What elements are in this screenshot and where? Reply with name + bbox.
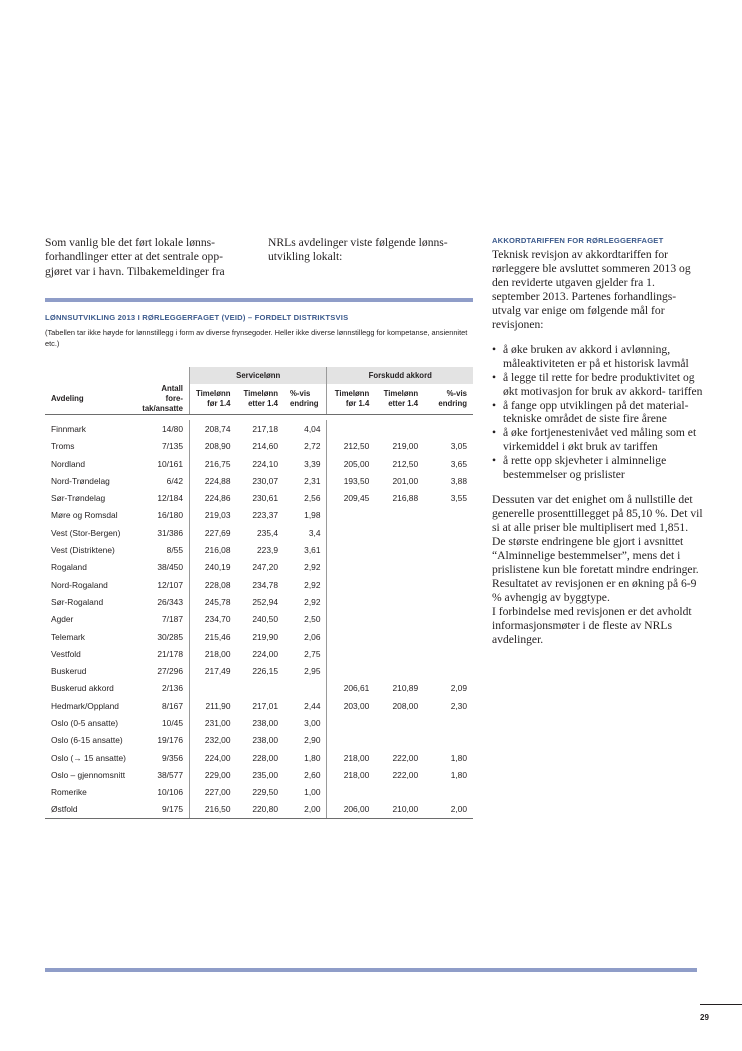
table-row	[45, 784, 473, 801]
cell-timelonn-for: 228,08	[189, 576, 236, 593]
cell-akkord-timelonn-etter	[375, 576, 424, 593]
cell-timelonn-etter: 247,20	[252, 562, 278, 573]
table-row	[45, 801, 473, 819]
list-item	[492, 343, 704, 371]
intro-column-left: Som vanlig ble det ført lokale lønns- forhandlinger etter at det sentrale opp- gjøret var i havn. Tilbakemeldinger fra	[45, 236, 225, 278]
bullet-icon: •	[492, 398, 497, 412]
cell-akkord-timelonn-for	[327, 784, 375, 801]
table-row	[45, 645, 473, 662]
cell-antall: 12/107	[157, 579, 183, 590]
cell-endring: 2,75	[304, 648, 321, 659]
table-row	[45, 593, 473, 610]
cell-avdeling: Østfold	[45, 801, 136, 819]
cell-akkord-timelonn-etter	[375, 714, 424, 731]
table-row	[45, 507, 473, 524]
cell-akkord-timelonn-for	[327, 507, 375, 524]
cell-akkord-endring	[424, 714, 473, 731]
cell-akkord-timelonn-etter: 201,00	[392, 475, 419, 486]
table-note: (Tabellen tar ikke høyde for lønnstillegg i form av diverse frynsegoder. Heller ikke diverse lønnstillegg for kompetanse, ansiennitet etc.)	[45, 328, 468, 348]
cell-timelonn-for: 215,46	[189, 628, 236, 645]
cell-akkord-endring	[424, 662, 473, 679]
cell-endring: 2,90	[304, 735, 321, 746]
right-paragraph-result: Resultatet av revisjonen er en økning på 6-9 % avhengig av byggtype.	[492, 576, 697, 604]
cell-endring: 2,56	[304, 493, 321, 504]
cell-endring: 2,00	[284, 801, 327, 819]
col-header-timelonn-etter: Timelønn etter 1.4	[237, 384, 284, 415]
table-row	[45, 749, 473, 766]
section-divider	[45, 298, 473, 302]
cell-akkord-timelonn-for: 193,50	[327, 472, 375, 489]
cell-antall: 8/55	[166, 545, 183, 556]
list-item-text: å øke fortjenestenivået ved måling som et virkemiddel i økt bruk av tariffen	[503, 426, 697, 454]
cell-antall: 19/176	[157, 735, 183, 746]
list-item	[492, 426, 704, 454]
cell-avdeling: Rogaland	[51, 562, 87, 573]
cell-timelonn-for: 208,90	[189, 438, 236, 455]
cell-akkord-endring: 3,65	[450, 458, 467, 469]
cell-timelonn-etter: 234,78	[252, 579, 278, 590]
cell-akkord-endring: 2,09	[450, 683, 467, 694]
cell-akkord-endring	[424, 645, 473, 662]
cell-akkord-timelonn-for	[327, 593, 375, 610]
table-row	[45, 732, 473, 749]
table-body	[45, 420, 473, 818]
cell-endring: 2,06	[304, 631, 321, 642]
cell-avdeling: Nordland	[51, 458, 85, 469]
goals-list	[492, 343, 704, 483]
cell-avdeling: Finnmark	[51, 423, 86, 434]
cell-antall: 9/356	[162, 752, 183, 763]
cell-akkord-timelonn-for	[327, 645, 375, 662]
cell-timelonn-for: 227,69	[189, 524, 236, 541]
cell-akkord-timelonn-etter	[375, 420, 424, 437]
cell-akkord-endring	[424, 732, 473, 749]
cell-avdeling: Vest (Stor-Bergen)	[51, 527, 121, 538]
cell-endring: 1,98	[304, 510, 321, 521]
group-servicelonn: Servicelønn	[189, 367, 327, 384]
cell-timelonn-etter: 230,61	[252, 493, 278, 504]
cell-antall: 7/135	[162, 441, 183, 452]
cell-akkord-timelonn-for	[327, 541, 375, 558]
cell-timelonn-for: 216,08	[189, 541, 236, 558]
cell-timelonn-for: 229,00	[189, 766, 236, 783]
cell-akkord-timelonn-for: 218,00	[327, 749, 375, 766]
table-row	[45, 611, 473, 628]
cell-akkord-endring	[424, 784, 473, 801]
cell-akkord-endring: 2,00	[424, 801, 473, 819]
cell-antall: 38/450	[157, 562, 183, 573]
cell-timelonn-etter: 214,60	[252, 441, 278, 452]
cell-timelonn-etter: 224,10	[252, 458, 278, 469]
cell-akkord-timelonn-etter: 210,00	[375, 801, 424, 819]
cell-akkord-timelonn-etter	[375, 559, 424, 576]
cell-timelonn-etter: 238,00	[252, 735, 278, 746]
table-row	[45, 559, 473, 576]
cell-timelonn-etter: 226,15	[252, 666, 278, 677]
col-header-endring: %-vis endring	[284, 384, 327, 415]
cell-akkord-timelonn-for	[327, 628, 375, 645]
intro-column-middle: NRLs avdelinger viste følgende lønns- utvikling lokalt:	[268, 236, 448, 264]
cell-akkord-endring: 3,55	[450, 493, 467, 504]
cell-timelonn-for: 218,00	[189, 645, 236, 662]
cell-antall: 10/161	[157, 458, 183, 469]
cell-antall: 12/184	[157, 493, 183, 504]
cell-antall: 16/180	[157, 510, 183, 521]
cell-timelonn-for: 208,74	[189, 420, 236, 437]
table-row	[45, 576, 473, 593]
table-row	[45, 662, 473, 679]
cell-endring: 2,60	[304, 769, 321, 780]
cell-akkord-endring	[424, 593, 473, 610]
cell-antall: 38/577	[157, 769, 183, 780]
cell-akkord-timelonn-for	[327, 611, 375, 628]
cell-antall: 27/296	[157, 666, 183, 677]
cell-timelonn-for: 234,70	[189, 611, 236, 628]
cell-avdeling: Buskerud akkord	[51, 683, 114, 694]
cell-antall: 9/175	[136, 801, 189, 819]
bottom-divider	[45, 968, 697, 972]
cell-akkord-endring: 1,80	[450, 769, 467, 780]
table-row	[45, 489, 473, 506]
col-header-akkord-timelonn-etter: Timelønn etter 1.4	[375, 384, 424, 415]
cell-timelonn-etter: 229,50	[252, 787, 278, 798]
cell-akkord-timelonn-for	[327, 714, 375, 731]
cell-akkord-endring	[424, 559, 473, 576]
cell-antall: 6/42	[166, 475, 183, 486]
cell-avdeling: Hedmark/Oppland	[51, 700, 119, 711]
cell-akkord-timelonn-for	[327, 732, 375, 749]
group-header-row	[45, 367, 473, 384]
cell-endring: 3,00	[304, 717, 321, 728]
col-header-avdeling: Avdeling	[45, 384, 136, 415]
table-row	[45, 766, 473, 783]
list-item-text: å øke bruken av akkord i avlønning, måleaktiviteten er på et historisk lavmål	[503, 342, 689, 370]
cell-avdeling: Telemark	[51, 631, 85, 642]
cell-antall: 21/178	[157, 648, 183, 659]
cell-akkord-timelonn-etter: 208,00	[392, 700, 419, 711]
cell-akkord-timelonn-etter: 216,88	[392, 493, 419, 504]
page-number-rule	[700, 1004, 742, 1005]
cell-akkord-endring	[424, 576, 473, 593]
list-item	[492, 454, 704, 482]
cell-timelonn-for	[189, 680, 236, 697]
cell-akkord-timelonn-etter	[375, 541, 424, 558]
table-row	[45, 697, 473, 714]
cell-akkord-endring: 1,80	[450, 752, 467, 763]
column-header-row	[45, 384, 473, 415]
cell-timelonn-for: 224,88	[189, 472, 236, 489]
cell-akkord-timelonn-etter	[375, 507, 424, 524]
cell-akkord-timelonn-for: 205,00	[327, 455, 375, 472]
cell-avdeling: Oslo (→ 15 ansatte)	[51, 752, 126, 763]
table-row	[45, 420, 473, 437]
table-row	[45, 680, 473, 697]
cell-avdeling: Oslo – gjennomsnitt	[51, 769, 126, 780]
cell-akkord-endring	[424, 628, 473, 645]
cell-timelonn-etter: 238,00	[252, 717, 278, 728]
right-heading: AKKORDTARIFFEN FOR RØRLEGGERFAGET	[492, 236, 664, 245]
cell-timelonn-for: 211,90	[189, 697, 236, 714]
cell-endring: 1,00	[304, 787, 321, 798]
cell-antall: 31/386	[157, 527, 183, 538]
cell-timelonn-etter: 228,00	[252, 752, 278, 763]
cell-antall: 7/187	[162, 614, 183, 625]
cell-akkord-timelonn-for	[327, 559, 375, 576]
table-row	[45, 628, 473, 645]
cell-antall: 10/45	[162, 717, 183, 728]
cell-antall: 30/285	[157, 631, 183, 642]
table-row	[45, 472, 473, 489]
cell-akkord-endring: 2,30	[450, 700, 467, 711]
cell-antall: 8/167	[162, 700, 183, 711]
bullet-icon: •	[492, 426, 497, 440]
cell-akkord-endring	[424, 611, 473, 628]
cell-avdeling: Møre og Romsdal	[51, 510, 118, 521]
cell-avdeling: Oslo (0-5 ansatte)	[51, 717, 119, 728]
cell-timelonn-etter: 217,01	[252, 700, 278, 711]
cell-antall: 2/136	[162, 683, 183, 694]
cell-akkord-endring	[424, 507, 473, 524]
cell-akkord-timelonn-for: 203,00	[327, 697, 375, 714]
cell-endring: 1,80	[304, 752, 321, 763]
cell-akkord-timelonn-etter: 210,89	[392, 683, 419, 694]
cell-timelonn-etter: 230,07	[252, 475, 278, 486]
cell-timelonn-etter: 240,50	[252, 614, 278, 625]
cell-akkord-endring	[424, 524, 473, 541]
cell-antall: 10/106	[157, 787, 183, 798]
cell-antall: 26/343	[157, 596, 183, 607]
cell-akkord-timelonn-etter	[375, 784, 424, 801]
cell-akkord-timelonn-etter: 222,00	[392, 769, 419, 780]
cell-endring: 3,4	[308, 527, 321, 538]
page-number: 29	[700, 1013, 709, 1022]
cell-akkord-timelonn-etter	[375, 732, 424, 749]
bullet-icon: •	[492, 370, 497, 384]
cell-endring: 2,92	[304, 562, 321, 573]
cell-timelonn-etter: 224,00	[252, 648, 278, 659]
cell-akkord-timelonn-etter: 212,50	[392, 458, 419, 469]
cell-akkord-timelonn-etter	[375, 524, 424, 541]
cell-avdeling: Agder	[51, 614, 74, 625]
list-item-text: å fange opp utviklingen på det material- tekniske området de siste fire årene	[503, 398, 689, 426]
cell-akkord-timelonn-for: 209,45	[327, 489, 375, 506]
list-item	[492, 371, 704, 399]
cell-timelonn-for: 240,19	[189, 559, 236, 576]
list-item-text: å legge til rette for bedre produktivitet og økt motivasjon for bruk av akkord- tariffen	[503, 370, 703, 398]
col-header-akkord-endring: %-vis endring	[424, 384, 473, 415]
cell-antall: 14/80	[162, 423, 183, 434]
list-item	[492, 399, 704, 427]
cell-endring: 2,44	[304, 700, 321, 711]
bullet-icon: •	[492, 454, 497, 468]
col-header-antall: Antall fore- tak/ansatte	[136, 384, 189, 415]
cell-avdeling: Troms	[51, 441, 75, 452]
cell-avdeling: Sør-Rogaland	[51, 596, 104, 607]
table-row	[45, 455, 473, 472]
cell-akkord-timelonn-etter	[375, 611, 424, 628]
table-row	[45, 541, 473, 558]
cell-akkord-timelonn-for: 206,61	[327, 680, 375, 697]
right-paragraph-intro: Teknisk revisjon av akkordtariffen for rørleggere ble avsluttet sommeren 2013 og den reviderte utgaven gjelder fra 1. september 2013. Partenes forhandlings- utvalg var enige om følgende mål for revisjonen:	[492, 248, 691, 331]
cell-akkord-timelonn-for	[327, 662, 375, 679]
cell-timelonn-for: 231,00	[189, 714, 236, 731]
cell-timelonn-for: 224,86	[189, 489, 236, 506]
cell-endring: 4,04	[304, 423, 321, 434]
cell-timelonn-for: 217,49	[189, 662, 236, 679]
cell-endring: 2,50	[304, 614, 321, 625]
cell-akkord-endring: 3,88	[450, 475, 467, 486]
cell-akkord-endring	[424, 420, 473, 437]
cell-timelonn-etter: 219,90	[252, 631, 278, 642]
cell-endring	[284, 680, 327, 697]
cell-timelonn-etter	[237, 680, 284, 697]
cell-timelonn-for: 219,03	[189, 507, 236, 524]
list-item-text: å rette opp skjevheter i alminnelige bestemmelser og prislister	[503, 454, 667, 482]
cell-timelonn-for: 232,00	[189, 732, 236, 749]
cell-endring: 2,95	[304, 666, 321, 677]
col-header-timelonn-for: Timelønn før 1.4	[189, 384, 236, 415]
wage-table	[45, 367, 473, 819]
cell-endring: 2,92	[304, 596, 321, 607]
cell-avdeling: Nord-Trøndelag	[51, 475, 110, 486]
cell-akkord-endring: 3,05	[450, 441, 467, 452]
cell-endring: 2,92	[304, 579, 321, 590]
cell-avdeling: Romerike	[51, 787, 87, 798]
cell-akkord-timelonn-for	[327, 420, 375, 437]
cell-akkord-timelonn-etter	[375, 593, 424, 610]
bullet-icon: •	[492, 342, 497, 356]
cell-timelonn-etter: 252,94	[252, 596, 278, 607]
group-forskudd-akkord: Forskudd akkord	[327, 367, 473, 384]
cell-timelonn-for: 245,78	[189, 593, 236, 610]
cell-endring: 3,61	[304, 545, 321, 556]
cell-endring: 3,39	[304, 458, 321, 469]
cell-avdeling: Vestfold	[51, 648, 81, 659]
cell-timelonn-etter: 223,37	[252, 510, 278, 521]
cell-akkord-timelonn-etter: 219,00	[392, 441, 419, 452]
cell-timelonn-etter: 220,80	[237, 801, 284, 819]
cell-avdeling: Oslo (6-15 ansatte)	[51, 735, 123, 746]
table-row	[45, 714, 473, 731]
cell-timelonn-etter: 235,4	[257, 527, 278, 538]
cell-akkord-timelonn-for: 218,00	[327, 766, 375, 783]
cell-akkord-timelonn-for	[327, 524, 375, 541]
right-paragraph-info: I forbindelse med revisjonen er det avholdt informasjonsmøter i de fleste av NRLs avdelinger.	[492, 604, 692, 646]
table-row	[45, 438, 473, 455]
table-row	[45, 524, 473, 541]
cell-akkord-timelonn-etter	[375, 645, 424, 662]
cell-akkord-timelonn-for: 206,00	[327, 801, 375, 819]
right-column	[492, 236, 704, 647]
cell-avdeling: Vest (Distriktene)	[51, 545, 115, 556]
cell-akkord-timelonn-etter: 222,00	[392, 752, 419, 763]
cell-timelonn-etter: 217,18	[252, 423, 278, 434]
cell-endring: 2,31	[304, 475, 321, 486]
cell-avdeling: Buskerud	[51, 666, 87, 677]
cell-timelonn-for: 227,00	[189, 784, 236, 801]
cell-timelonn-for: 216,50	[189, 801, 236, 819]
right-paragraph-reset: Dessuten var det enighet om å nullstille det generelle prosenttillegget på 85,10 %. Det vil si at alle priser ble multiplisert med 1,851. De største endringene ble gjort i avsnittet “Alminnelige bestemmelser”, mens det i prislistene kun ble foretatt mindre endringer.	[492, 493, 703, 577]
cell-avdeling: Nord-Rogaland	[51, 579, 108, 590]
cell-akkord-timelonn-etter	[375, 628, 424, 645]
col-header-akkord-timelonn-for: Timelønn før 1.4	[327, 384, 375, 415]
cell-timelonn-for: 216,75	[189, 455, 236, 472]
cell-akkord-timelonn-for	[327, 576, 375, 593]
cell-timelonn-for: 224,00	[189, 749, 236, 766]
cell-akkord-timelonn-etter	[375, 662, 424, 679]
cell-timelonn-etter: 235,00	[252, 769, 278, 780]
cell-timelonn-etter: 223,9	[257, 545, 278, 556]
cell-akkord-endring	[424, 541, 473, 558]
cell-endring: 2,72	[304, 441, 321, 452]
cell-avdeling: Sør-Trøndelag	[51, 493, 106, 504]
table-title: LØNNSUTVIKLING 2013 I RØRLEGGERFAGET (VEID) – FORDELT DISTRIKTSVIS	[45, 313, 349, 322]
cell-akkord-timelonn-for: 212,50	[327, 438, 375, 455]
